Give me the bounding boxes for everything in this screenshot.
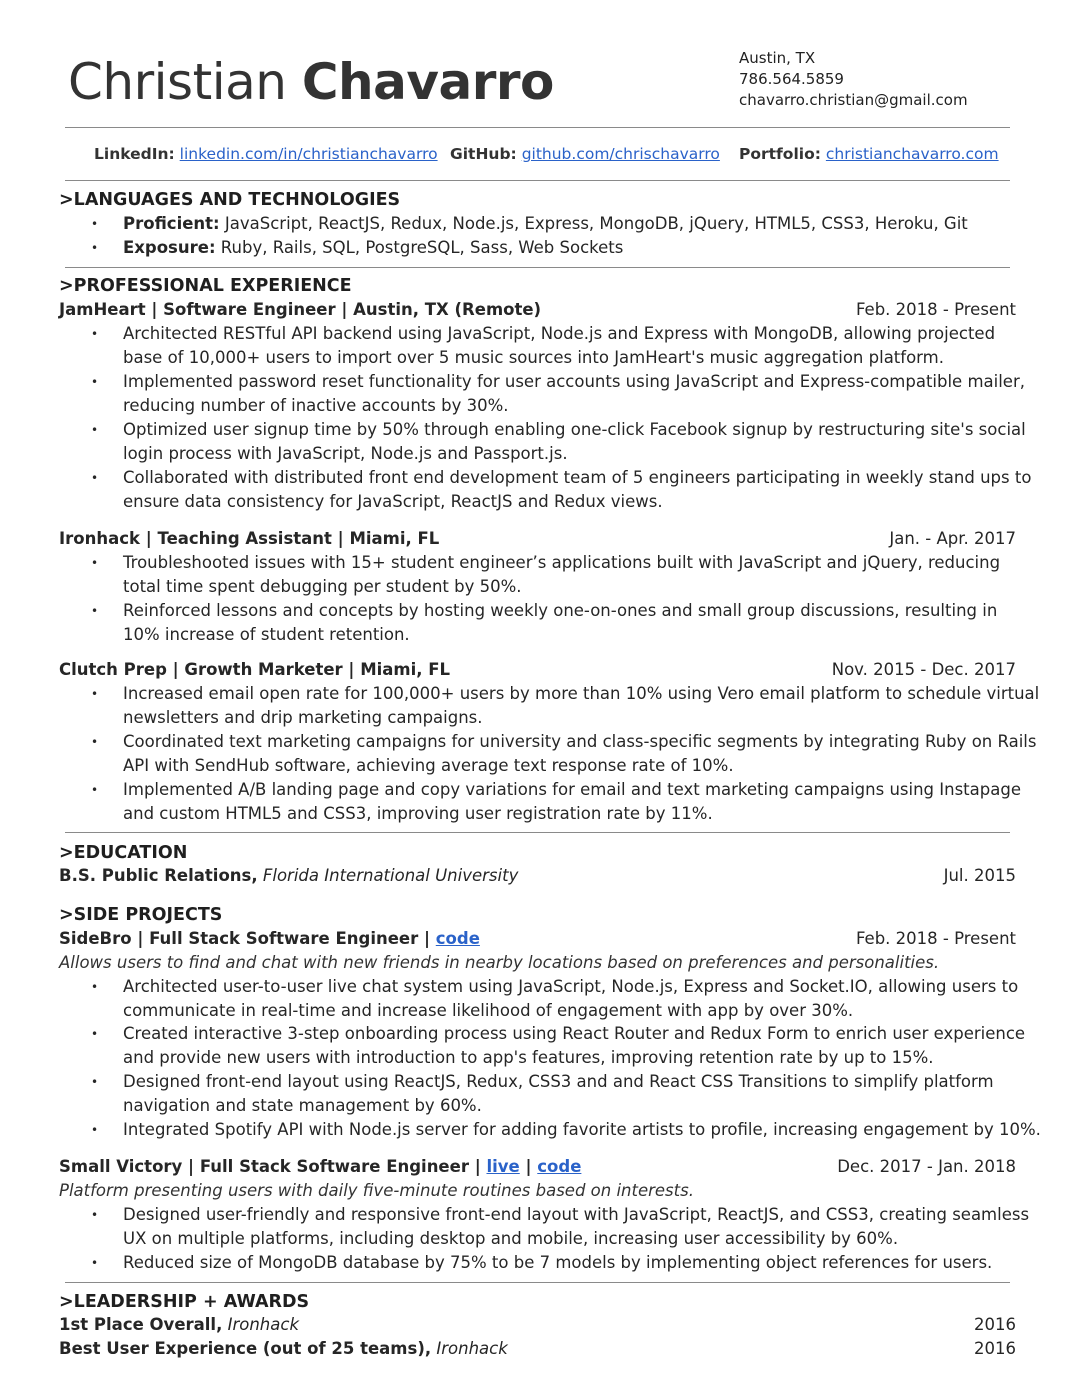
bullet-icon: • <box>91 1075 99 1089</box>
portfolio-link[interactable]: christianchavarro.com <box>825 145 999 163</box>
bullet-icon: • <box>91 556 99 570</box>
code-link[interactable]: code <box>435 929 480 948</box>
degree-name: B.S. Public Relations, <box>59 866 258 885</box>
bullet-icon: • <box>91 1256 99 1270</box>
contact-info <box>739 48 968 111</box>
job-date: Jan. - Apr. 2017 <box>889 529 1016 548</box>
bullet-text: ensure data consistency for JavaScript, ReactJS and Redux views. <box>123 492 663 511</box>
bullet-icon: • <box>91 241 99 255</box>
section-heading-projects: >SIDE PROJECTS <box>59 905 223 925</box>
bullet-text: Architected user-to-user live chat system using JavaScript, Node.js, Express and Socket.IO, allowing users to <box>123 977 1019 996</box>
bullet-text: Reinforced lessons and concepts by hosting weekly one-on-ones and small group discussions, resulting in <box>123 601 998 620</box>
bullet-icon: • <box>91 783 99 797</box>
award-title <box>59 1337 508 1361</box>
profile-links <box>0 143 1077 165</box>
bullet-text: Designed user-friendly and responsive front-end layout with JavaScript, ReactJS, and CSS3, creating seamless <box>123 1205 1030 1224</box>
proficient-list: JavaScript, ReactJS, Redux, Node.js, Express, MongoDB, jQuery, HTML5, CSS3, Heroku, Git <box>219 214 968 233</box>
bullet-text: Implemented A/B landing page and copy variations for email and text marketing campaigns using Instapage <box>123 780 1021 799</box>
exposure-list: Ruby, Rails, SQL, PostgreSQL, Sass, Web Sockets <box>215 238 624 257</box>
portfolio-group <box>739 143 999 165</box>
section-heading-leadership: >LEADERSHIP + AWARDS <box>59 1292 310 1312</box>
award-org: Ironhack <box>431 1339 508 1358</box>
award-org: Ironhack <box>222 1315 300 1334</box>
bullet-text: Implemented password reset functionality for user accounts using JavaScript and Express-compatible mailer, <box>123 372 1025 391</box>
candidate-name <box>68 52 554 112</box>
bullet-text: Increased email open rate for 100,000+ users by more than 10% using Vero email platform to schedule virtual <box>123 684 1040 703</box>
bullet-icon: • <box>91 375 99 389</box>
job-title: Ironhack | Teaching Assistant | Miami, FL <box>59 529 440 548</box>
job-header <box>59 658 1016 682</box>
project-date: Feb. 2018 - Present <box>855 929 1016 948</box>
github-label: GitHub: <box>450 145 517 163</box>
bullet-icon: • <box>91 604 99 618</box>
job-date: Feb. 2018 - Present <box>855 300 1016 319</box>
award-date: 2016 <box>974 1339 1016 1358</box>
project-header <box>59 1155 1016 1179</box>
education-row <box>59 864 1016 888</box>
bullet-text: newsletters and drip marketing campaigns. <box>123 708 483 727</box>
bullet-text: login process with JavaScript, Node.js and Passport.js. <box>123 444 568 463</box>
bullet-text: 10% increase of student retention. <box>123 625 410 644</box>
first-name: Christian <box>68 53 287 111</box>
bullet-icon: • <box>91 1123 99 1137</box>
portfolio-label: Portfolio: <box>739 145 821 163</box>
last-name: Chavarro <box>301 53 554 111</box>
location: Austin, TX <box>739 49 816 67</box>
award-name: 1st Place Overall, <box>59 1315 223 1334</box>
project-title <box>59 1155 581 1179</box>
link-separator: | <box>519 1157 538 1176</box>
bullet-icon: • <box>91 471 99 485</box>
section-heading-languages: >LANGUAGES AND TECHNOLOGIES <box>59 190 401 210</box>
bullet-icon: • <box>91 1027 99 1041</box>
divider <box>65 127 1010 128</box>
degree <box>59 864 518 888</box>
bullet-text: base of 10,000+ users to import over 5 music sources into JamHeart's music aggregation platform. <box>123 348 944 367</box>
project-description: Platform presenting users with daily five-minute routines based on interests. <box>59 1181 694 1200</box>
bullet-text: Collaborated with distributed front end development team of 5 engineers participating in weekly stand ups to <box>123 468 1032 487</box>
section-heading-education: >EDUCATION <box>59 843 188 863</box>
bullet-text: reducing number of inactive accounts by 30%. <box>123 396 509 415</box>
job-header <box>59 298 1016 322</box>
section-heading-experience: >PROFESSIONAL EXPERIENCE <box>59 276 352 296</box>
bullet-text: Coordinated text marketing campaigns for university and class-specific segments by integrating Ruby on Rails <box>123 732 1037 751</box>
job-header <box>59 527 1016 551</box>
linkedin-label: LinkedIn: <box>94 145 175 163</box>
project-title <box>59 927 480 951</box>
bullet-text: Optimized user signup time by 50% through enabling one-click Facebook signup by restructuring site's social <box>123 420 1026 439</box>
bullet-text: Architected RESTful API backend using JavaScript, Node.js and Express with MongoDB, allowing projected <box>123 324 996 343</box>
live-link[interactable]: live <box>486 1157 520 1176</box>
bullet-text: Integrated Spotify API with Node.js server for adding favorite artists to profile, increasing engagement by 10%. <box>123 1120 1041 1139</box>
project-title-text: SideBro | Full Stack Software Engineer | <box>59 929 436 948</box>
bullet-text: communicate in real-time and increase likelihood of engagement with app by over 30%. <box>123 1001 854 1020</box>
bullet-icon: • <box>91 735 99 749</box>
bullet-icon: • <box>91 980 99 994</box>
bullet-text: total time spent debugging per student by 50%. <box>123 577 522 596</box>
bullet-text: and provide new users with introduction to app's features, improving retention rate by up to 15%. <box>123 1048 934 1067</box>
divider <box>65 832 1010 833</box>
bullet-icon: • <box>91 423 99 437</box>
bullet-text: UX on multiple platforms, including desktop and mobile, increasing user accessibility by 60%. <box>123 1229 899 1248</box>
linkedin-link[interactable]: linkedin.com/in/christianchavarro <box>179 145 438 163</box>
project-date: Dec. 2017 - Jan. 2018 <box>837 1157 1016 1176</box>
bullet-text: Created interactive 3-step onboarding process using React Router and Redux Form to enrich user experience <box>123 1024 1026 1043</box>
job-title: JamHeart | Software Engineer | Austin, TX (Remote) <box>59 300 542 319</box>
bullet-icon: • <box>91 687 99 701</box>
project-title-text: Small Victory | Full Stack Software Engineer | <box>59 1157 487 1176</box>
award-date: 2016 <box>974 1315 1016 1334</box>
bullet-text: Troubleshooted issues with 15+ student engineer’s applications built with JavaScript and jQuery, reducing <box>123 553 1001 572</box>
award-name: Best User Experience (out of 25 teams), <box>59 1339 432 1358</box>
bullet-text: navigation and state management by 60%. <box>123 1096 482 1115</box>
school-name: Florida International University <box>257 866 519 885</box>
award-row <box>59 1337 1016 1361</box>
divider <box>65 180 1010 181</box>
bullet-icon: • <box>91 1208 99 1222</box>
bullet-icon: • <box>91 327 99 341</box>
award-title <box>59 1313 299 1337</box>
project-header <box>59 927 1016 951</box>
graduation-date: Jul. 2015 <box>943 866 1016 885</box>
divider <box>65 1282 1010 1283</box>
project-description: Allows users to find and chat with new friends in nearby locations based on preferences and personalities. <box>59 953 940 972</box>
linkedin-group <box>94 143 438 165</box>
bullet-text: Designed front-end layout using ReactJS, Redux, CSS3 and and React CSS Transitions to simplify platform <box>123 1072 994 1091</box>
bullet-text: and custom HTML5 and CSS3, improving user registration rate by 11%. <box>123 804 713 823</box>
email: chavarro.christian@gmail.com <box>739 91 968 109</box>
job-title: Clutch Prep | Growth Marketer | Miami, FL <box>59 660 451 679</box>
award-row <box>59 1313 1016 1337</box>
phone: 786.564.5859 <box>739 70 844 88</box>
github-link[interactable]: github.com/chrischavarro <box>521 145 720 163</box>
bullet-icon: • <box>91 217 99 231</box>
code-link[interactable]: code <box>537 1157 582 1176</box>
exposure-label: Exposure: <box>123 238 216 257</box>
bullet-text: Reduced size of MongoDB database by 75% to be 7 models by implementing object references for users. <box>123 1253 993 1272</box>
proficient-label: Proficient: <box>123 214 220 233</box>
job-date: Nov. 2015 - Dec. 2017 <box>831 660 1016 679</box>
bullet-text: API with SendHub software, achieving average text response rate of 10%. <box>123 756 734 775</box>
divider <box>65 267 1010 268</box>
github-group <box>450 143 720 165</box>
